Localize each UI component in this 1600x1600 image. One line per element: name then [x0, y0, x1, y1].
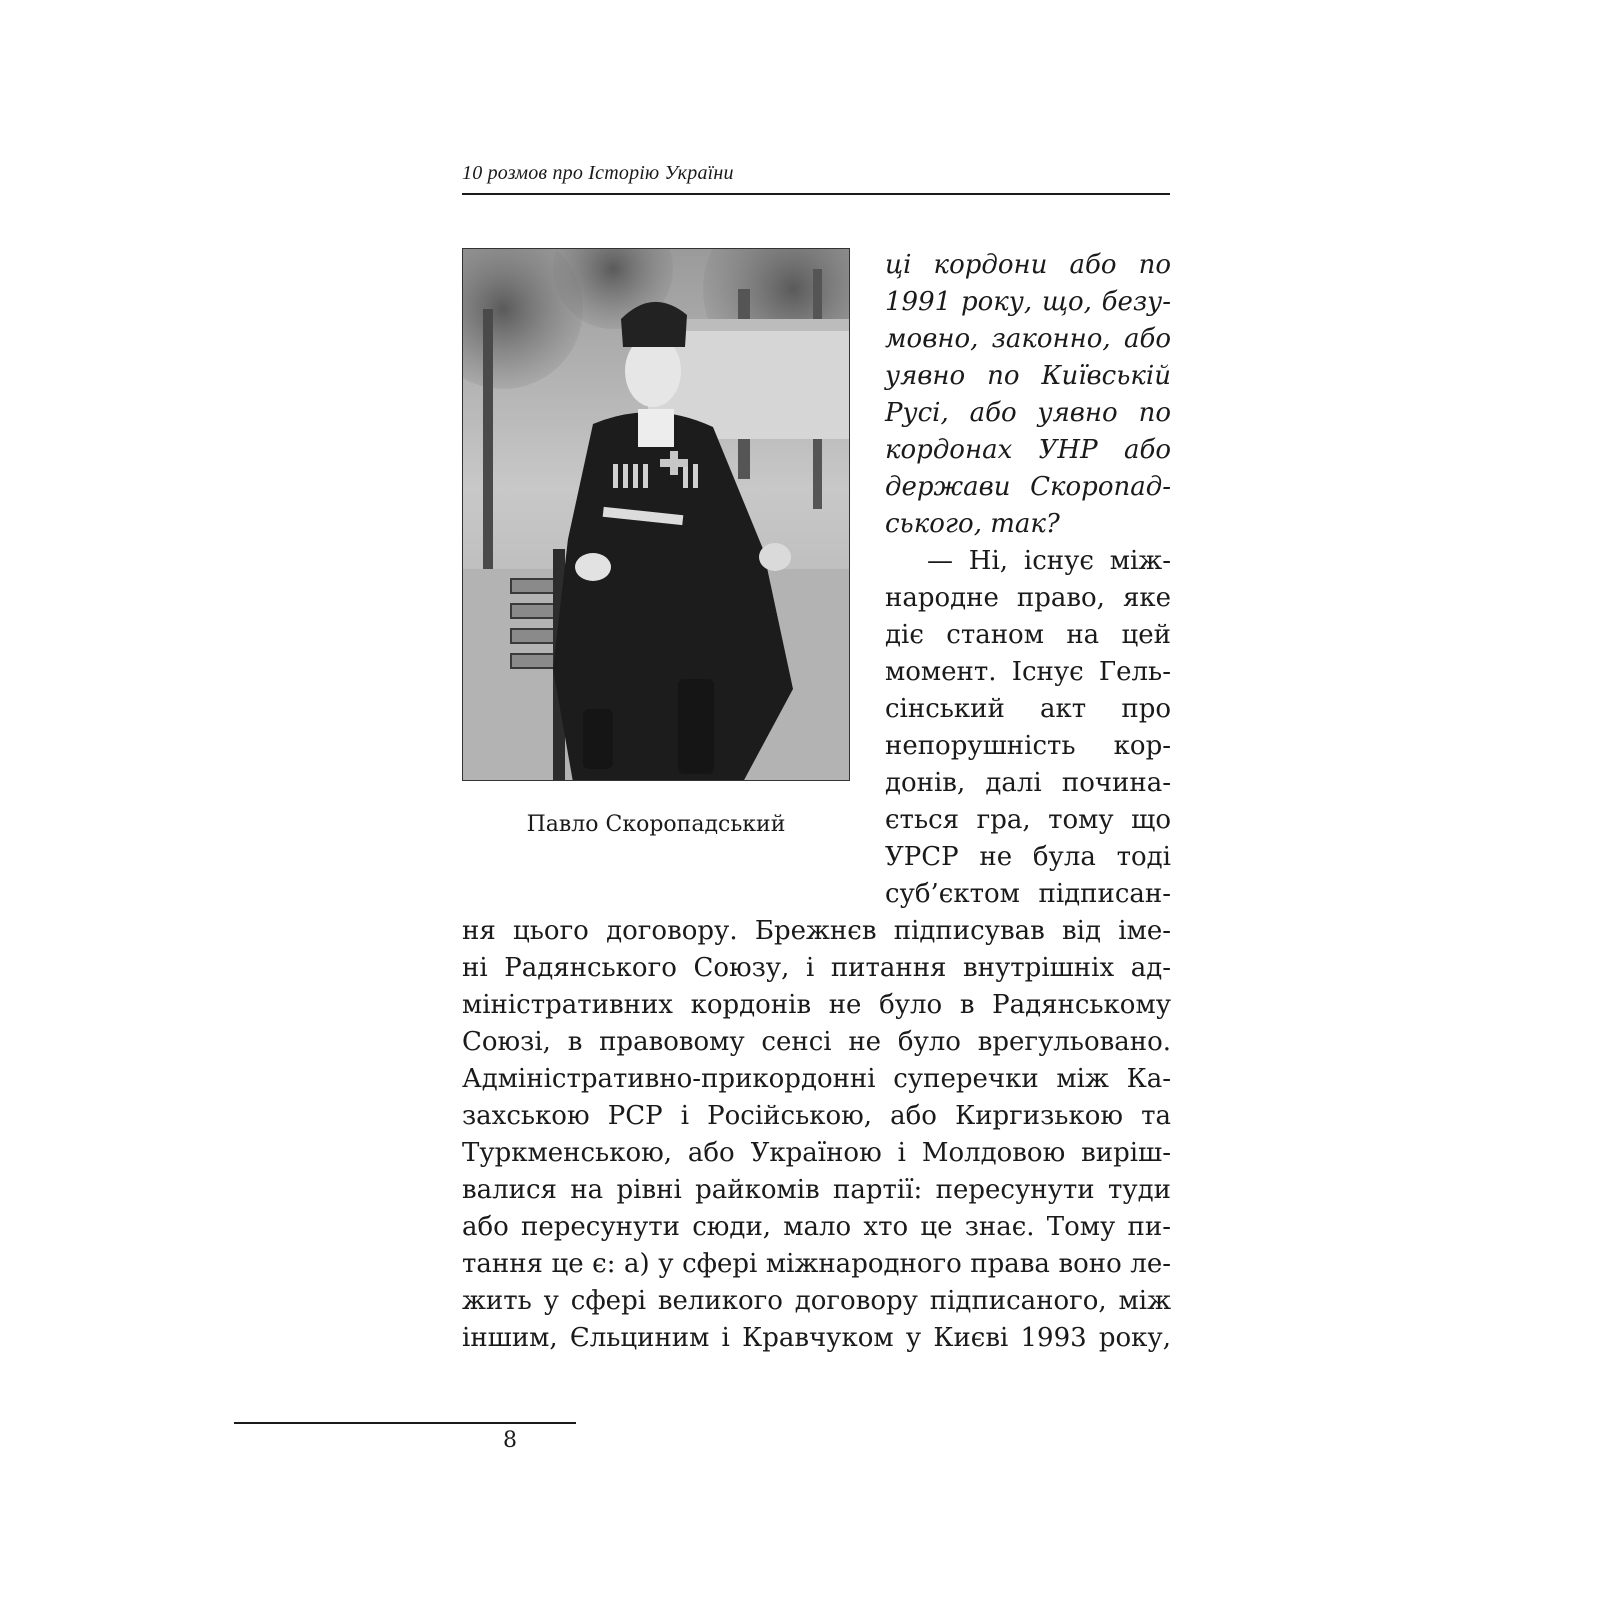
question-line: кордонах УНР або [885, 435, 1171, 465]
answer-line: діє станом на цей [885, 620, 1171, 650]
body-line: ні Радянського Союзу, і питання внутрішніх ад- [462, 953, 1171, 983]
question-line: держави Скоропад- [885, 472, 1171, 502]
answer-line: сінський акт про [885, 694, 1171, 724]
portrait-photo [462, 248, 850, 781]
answer-line: момент. Існує Гель- [885, 657, 1171, 687]
portrait-photo-illustration [463, 249, 850, 781]
question-line: ці кордони або по [885, 250, 1171, 280]
footer-rule [234, 1422, 576, 1424]
body-line: Союзі, в правовому сенсі не було врегульовано. [462, 1027, 1171, 1057]
question-line: уявно по Київській [885, 361, 1171, 391]
body-line: Туркменською, або Україною і Молдовою виріш- [462, 1138, 1171, 1168]
running-header: 10 розмов про Історію України [462, 162, 734, 184]
question-line: ського, так? [885, 509, 1060, 539]
body-line: валися на рівні райкомів партії: пересунути туди [462, 1175, 1171, 1205]
answer-line: ється гра, тому що [885, 805, 1171, 835]
photo-caption: Павло Скоропадський [526, 812, 786, 837]
body-line: тання це є: а) у сфері міжнародного права воно ле- [462, 1249, 1171, 1279]
question-line: мовно, законно, або [885, 324, 1171, 354]
answer-line: суб’єктом підписан- [885, 879, 1171, 909]
answer-line: — Ні, існує між- [927, 546, 1171, 576]
answer-line: донів, далі почина- [885, 768, 1171, 798]
body-line: Адміністративно-прикордонні суперечки між Ка- [462, 1064, 1171, 1094]
header-rule [462, 193, 1170, 195]
body-line: жить у сфері великого договору підписаного, між [462, 1286, 1171, 1316]
answer-line: народне право, яке [885, 583, 1171, 613]
answer-line: УРСР не була тоді [885, 842, 1171, 872]
body-line: міністративних кордонів не було в Радянському [462, 990, 1171, 1020]
question-line: 1991 року, що, безу- [885, 287, 1171, 317]
page-number: 8 [503, 1428, 517, 1453]
body-line: ня цього договору. Брежнєв підписував від іме- [462, 916, 1171, 946]
answer-line: непорушність кор- [885, 731, 1171, 761]
body-line: захською РСР і Російською, або Киргизькою та [462, 1101, 1171, 1131]
body-line: іншим, Єльциним і Кравчуком у Києві 1993 року, [462, 1323, 1171, 1353]
question-line: Русі, або уявно по [885, 398, 1171, 428]
body-line: або пересунути сюди, мало хто це знає. Тому пи- [462, 1212, 1171, 1242]
